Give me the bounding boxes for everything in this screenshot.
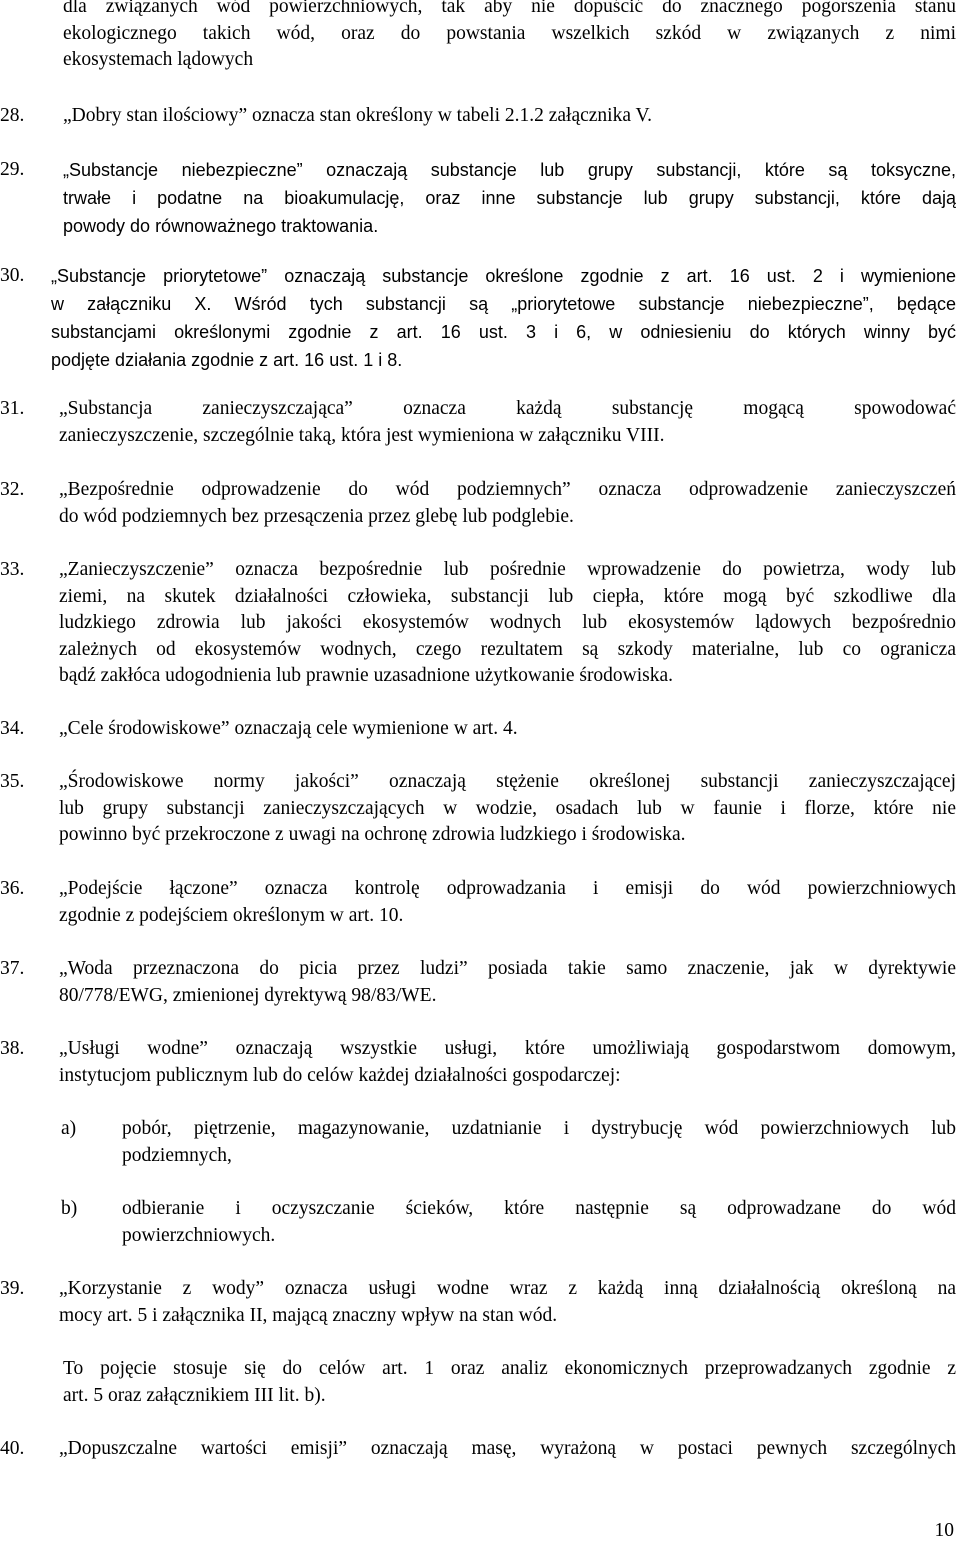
item-number: 39. [0,1278,25,1299]
item-line: powinno być przekroczone z uwagi na ochronę zdrowia ludzkiego i środowiska. [59,824,686,845]
item-line: „Dopuszczalne wartości emisji” oznaczają masę, wyrażoną w postaci pewnych szczególnych [59,1438,956,1459]
item-line: instytucjom publicznym lub do celów każdej działalności gospodarczej: [59,1064,621,1086]
item-line: substancjami określonymi zgodnie z art. 16 ust. 3 i 6, w odniesieniu do których winny być [51,322,956,342]
item-text [59,557,956,690]
item-text [59,716,956,743]
item-text [59,769,956,849]
item-number: 35. [0,771,25,792]
item-line: zgodnie z podejściem określonym w art. 10. [59,904,404,926]
intro-line: ekologicznego takich wód, oraz do powstania wszelkich szkód w związanych z nimi [63,22,956,44]
item-line: 80/778/EWG, zmienionej dyrektywą 98/83/WE. [59,984,437,1006]
item-text [63,103,956,130]
item-text [59,396,956,449]
item-line: podjęte działania zgodnie z art. 16 ust. 1 i 8. [51,350,403,370]
item-text [59,1276,956,1329]
item-line: zanieczyszczenie, szczególnie taką, która jest wymieniona w załączniku VIII. [59,424,665,446]
subitem-text [122,1116,956,1169]
intro-line: ekosystemach lądowych [63,49,254,70]
item-text [59,1436,956,1463]
item-line: „Dobry stan ilościowy” oznacza stan określony w tabeli 2.1.2 załącznika V. [63,105,652,126]
item-number: 33. [0,559,25,580]
item-line: „Podejście łączone” oznacza kontrolę odprowadzania i emisji do wód powierzchniowych [59,878,956,899]
item-text [59,876,956,929]
item-number: 37. [0,958,25,979]
item-text [59,956,956,1009]
note-line: art. 5 oraz załącznikiem III lit. b). [63,1384,326,1406]
note-line: To pojęcie stosuje się do celów art. 1 oraz analiz ekonomicznych przeprowadzanych zgodnie z [63,1358,956,1379]
item-number: 31. [0,398,25,419]
subitem-line: pobór, piętrzenie, magazynowanie, uzdatnianie i dystrybucję wód powierzchniowych lub [122,1118,956,1139]
item-line: „Korzystanie z wody” oznacza usługi wodne wraz z każdą inną działalnością określoną na [59,1278,956,1299]
item-line: „Cele środowiskowe” oznaczają cele wymienione w art. 4. [59,718,518,739]
item-number: 32. [0,479,25,500]
item-line: bądź zakłóca udogodnienia lub prawnie uzasadnione użytkowanie środowiska. [59,665,674,686]
item-line: lub grupy substancji zanieczyszczających w wodzie, osadach lub w faunie i florze, które nie [59,797,956,819]
item-number: 36. [0,878,25,899]
item-line: ludzkiego zdrowia lub jakości ekosystemów wodnych lub ekosystemów lądowych bezpośrednio [59,612,956,633]
item-line: mocy art. 5 i załącznika II, mającą znaczny wpływ na stan wód. [59,1304,558,1326]
item-line: „Zanieczyszczenie” oznacza bezpośrednie lub pośrednie wprowadzenie do powietrza, wody lub [59,559,956,580]
item-line: trwałe i podatne na bioakumulację, oraz inne substancje lub grupy substancji, które dają [63,188,956,208]
subitem-letter: a) [61,1118,77,1139]
item-number: 30. [0,265,25,286]
item-line: zależnych od ekosystemów wodnych, czego rezultatem są szkody materialne, lub co ogranicza [59,638,956,660]
item-number: 29. [0,159,25,180]
subitem-line: odbieranie i oczyszczanie ścieków, które następnie są odprowadzane do wód [122,1198,956,1219]
item-line: do wód podziemnych bez przesączenia przez glebę lub podglebie. [59,505,574,527]
definition-39-note [63,1356,956,1409]
item-line: „Substancje niebezpieczne” oznaczają substancje lub grupy substancji, które są toksyczne, [63,160,956,180]
item-text [63,156,956,240]
page-number: 10 [934,1520,954,1541]
item-line: w załączniku X. Wśród tych substancji są „priorytetowe substancje niebezpieczne”, będące [51,294,956,314]
item-line: „Usługi wodne” oznaczają wszystkie usługi, które umożliwiają gospodarstwom domowym, [59,1038,956,1059]
subitem-text [122,1196,956,1249]
subitem-letter: b) [61,1198,78,1219]
subitem-line: powierzchniowych. [122,1224,276,1246]
intro-paragraph [63,0,956,74]
item-line: „Woda przeznaczona do picia przez ludzi” posiada takie samo znaczenie, jak w dyrektywie [59,958,956,979]
item-line: „Środowiskowe normy jakości” oznaczają stężenie określonej substancji zanieczyszczającej [59,771,956,792]
item-line: powody do równoważnego traktowania. [63,216,379,236]
item-number: 40. [0,1438,25,1459]
item-line: „Substancja zanieczyszczająca” oznacza każdą substancję mogącą spowodować [59,398,956,419]
item-number: 28. [0,105,25,126]
item-line: „Bezpośrednie odprowadzenie do wód podziemnych” oznacza odprowadzenie zanieczyszczeń [59,479,956,500]
item-number: 38. [0,1038,25,1059]
item-line: ziemi, na skutek działalności człowieka, substancji lub ciepła, które mogą być szkodliwe dla [59,585,956,607]
intro-line: dla związanych wód powierzchniowych, tak aby nie dopuścić do znacznego pogorszenia stanu [63,0,956,17]
subitem-line: podziemnych, [122,1144,232,1166]
item-text [59,477,956,530]
item-text [51,262,956,374]
item-number: 34. [0,718,25,739]
item-text [59,1036,956,1089]
item-line: „Substancje priorytetowe” oznaczają substancje określone zgodnie z art. 16 ust. 2 i wymienione [51,266,956,286]
